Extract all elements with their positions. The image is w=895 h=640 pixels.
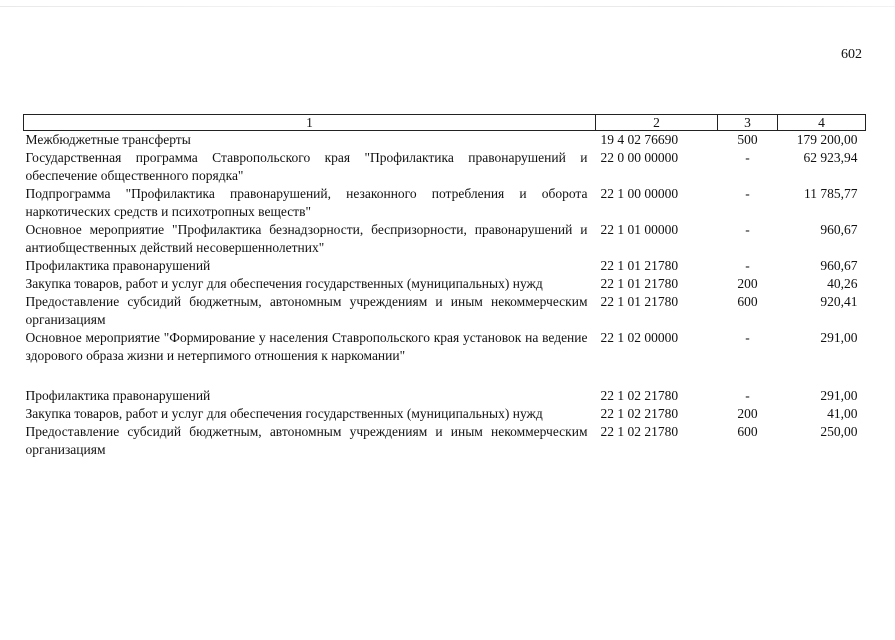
row-amount: 960,67 bbox=[820, 222, 858, 237]
row-name: Профилактика правонарушений bbox=[25, 388, 211, 403]
table-row bbox=[24, 221, 866, 257]
row-type: 600 bbox=[737, 424, 758, 439]
row-name: Основное мероприятие "Профилактика безнадзорности, беспризорности, правонарушений и антиобщественных действий несовершеннолетних" bbox=[25, 222, 588, 255]
table-row bbox=[24, 275, 866, 293]
spacer-cell bbox=[24, 365, 866, 387]
row-code: 22 1 02 00000 bbox=[600, 330, 679, 345]
row-name: Профилактика правонарушений bbox=[25, 258, 211, 273]
row-amount: 40,26 bbox=[827, 276, 858, 291]
row-name: Предоставление субсидий бюджетным, автономным учреждениям и иным некоммерческим организациям bbox=[25, 424, 588, 457]
row-code: 22 1 02 21780 bbox=[600, 388, 679, 403]
scan-edge-line bbox=[0, 6, 895, 7]
header-col-3: 3 bbox=[718, 115, 778, 131]
row-type: - bbox=[745, 222, 750, 237]
row-amount: 11 785,77 bbox=[804, 186, 858, 201]
header-col-2: 2 bbox=[596, 115, 718, 131]
table-row bbox=[24, 257, 866, 275]
row-code: 22 1 01 21780 bbox=[600, 258, 679, 273]
row-code: 22 1 01 21780 bbox=[600, 276, 679, 291]
table-row bbox=[24, 185, 866, 221]
row-amount: 920,41 bbox=[820, 294, 858, 309]
row-code: 22 1 00 00000 bbox=[600, 186, 679, 201]
row-code: 19 4 02 76690 bbox=[600, 132, 679, 147]
table-row bbox=[24, 329, 866, 365]
row-code: 22 1 02 21780 bbox=[600, 406, 679, 421]
row-name: Закупка товаров, работ и услуг для обеспечения государственных (муниципальных) нужд bbox=[25, 406, 543, 421]
table-row bbox=[24, 423, 866, 459]
row-amount: 41,00 bbox=[827, 406, 858, 421]
spacer-row bbox=[24, 365, 866, 387]
header-row bbox=[24, 115, 866, 131]
row-type: 600 bbox=[737, 294, 758, 309]
table-row bbox=[24, 405, 866, 423]
row-type: - bbox=[745, 388, 750, 403]
row-amount: 62 923,94 bbox=[803, 150, 858, 165]
row-name: Основное мероприятие "Формирование у населения Ставропольского края установок на ведение здорового образа жизни и нетерпимого отношения к наркомании" bbox=[25, 330, 588, 363]
row-code: 22 1 02 21780 bbox=[600, 424, 679, 439]
row-type: 200 bbox=[737, 406, 758, 421]
row-type: - bbox=[745, 258, 750, 273]
row-type: 500 bbox=[737, 132, 758, 147]
header-col-1: 1 bbox=[24, 115, 596, 131]
table-row bbox=[24, 131, 866, 150]
row-name: Подпрограмма "Профилактика правонарушений, незаконного потребления и оборота наркотических средств и психотропных веществ" bbox=[25, 186, 588, 219]
row-amount: 291,00 bbox=[820, 330, 858, 345]
table-row bbox=[24, 387, 866, 405]
row-type: - bbox=[745, 150, 750, 165]
table-row bbox=[24, 293, 866, 329]
row-amount: 179 200,00 bbox=[796, 132, 858, 147]
row-name: Государственная программа Ставропольского края "Профилактика правонарушений и обеспечение общественного порядка" bbox=[25, 150, 588, 183]
row-type: 200 bbox=[737, 276, 758, 291]
row-code: 22 1 01 00000 bbox=[600, 222, 679, 237]
row-amount: 291,00 bbox=[820, 388, 858, 403]
row-name: Предоставление субсидий бюджетным, автономным учреждениям и иным некоммерческим организациям bbox=[25, 294, 588, 327]
row-code: 22 0 00 00000 bbox=[600, 150, 679, 165]
row-name: Закупка товаров, работ и услуг для обеспечения государственных (муниципальных) нужд bbox=[25, 276, 543, 291]
row-amount: 250,00 bbox=[820, 424, 858, 439]
header-col-4: 4 bbox=[778, 115, 866, 131]
page-number: 602 bbox=[841, 47, 862, 62]
row-type: - bbox=[745, 186, 750, 201]
row-amount: 960,67 bbox=[820, 258, 858, 273]
row-name: Межбюджетные трансферты bbox=[25, 132, 191, 147]
budget-table bbox=[23, 114, 866, 459]
row-code: 22 1 01 21780 bbox=[600, 294, 679, 309]
row-type: - bbox=[745, 330, 750, 345]
table-row bbox=[24, 149, 866, 185]
